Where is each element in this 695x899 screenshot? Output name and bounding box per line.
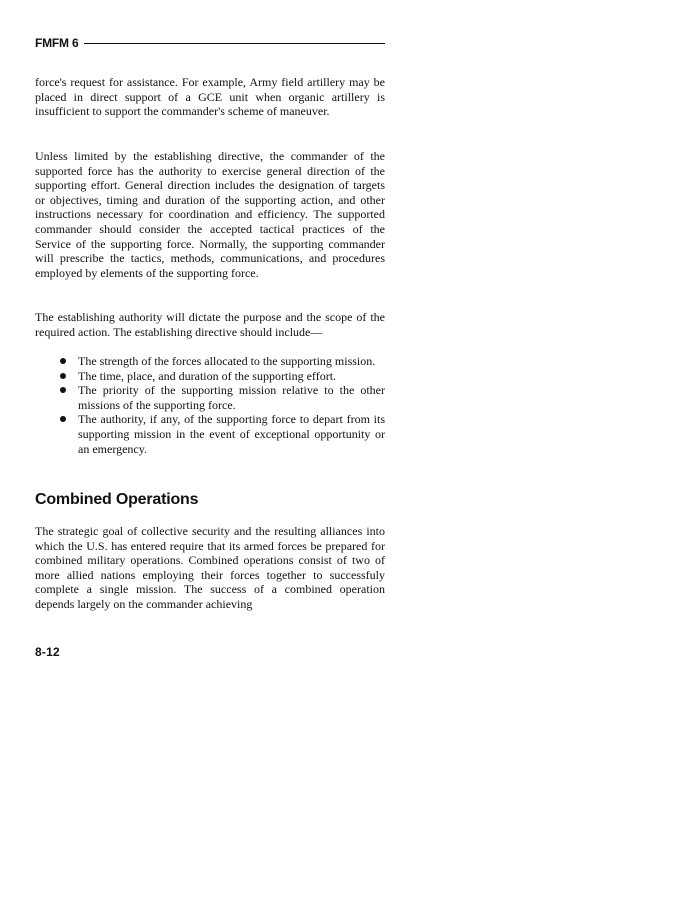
directive-bullet-list (35, 354, 385, 456)
bullet-dot-icon (60, 416, 66, 422)
paragraph-combined-operations: The strategic goal of collective security and the resulting alliances into which the U.S. has entered require that its armed forces be prepared for combined military operations. Combined operations consist of two of more allied nations employing their forces together to successfuly complete a single mission. The success of a combined operation depends largely on the commander achieving (35, 524, 385, 611)
bullet-item (35, 383, 385, 412)
bullet-dot-icon (60, 358, 66, 364)
bullet-item (35, 369, 385, 384)
bullet-dot-icon (60, 373, 66, 379)
bullet-text: The authority, if any, of the supporting force to depart from its supporting mission in the event of exceptional opportunity or an emergency. (78, 412, 385, 456)
running-head-label: FMFM 6 (35, 36, 79, 50)
running-head (35, 36, 385, 50)
paragraph-support-assistance: force's request for assistance. For example, Army field artillery may be placed in direct support of a GCE unit when organic artillery is insufficient to support the commander's scheme of maneuver. (35, 75, 385, 119)
bullet-item (35, 354, 385, 369)
paragraph-establishing-directive: The establishing authority will dictate the purpose and the scope of the required action. The establishing directive should include— (35, 310, 385, 339)
bullet-item (35, 412, 385, 456)
bullet-dot-icon (60, 387, 66, 393)
bullet-text: The priority of the supporting mission relative to the other missions of the supporting force. (78, 383, 385, 412)
paragraph-general-direction: Unless limited by the establishing directive, the commander of the supported force has the authority to exercise general direction of the supporting effort. General direction includes the designation of targets or objectives, timing and duration of the supporting action, and other instructions necessary for coordination and efficiency. The supported commander should consider the accepted tactical practices of the Service of the supporting force. Normally, the supporting commander will prescribe the tactics, methods, communications, and procedures employed by elements of the supporting force. (35, 149, 385, 280)
section-heading: Combined Operations (35, 491, 199, 508)
running-head-rule (84, 43, 385, 44)
page-number: 8-12 (35, 645, 60, 659)
bullet-text: The strength of the forces allocated to the supporting mission. (78, 354, 376, 368)
bullet-text: The time, place, and duration of the supporting effort. (78, 368, 337, 383)
